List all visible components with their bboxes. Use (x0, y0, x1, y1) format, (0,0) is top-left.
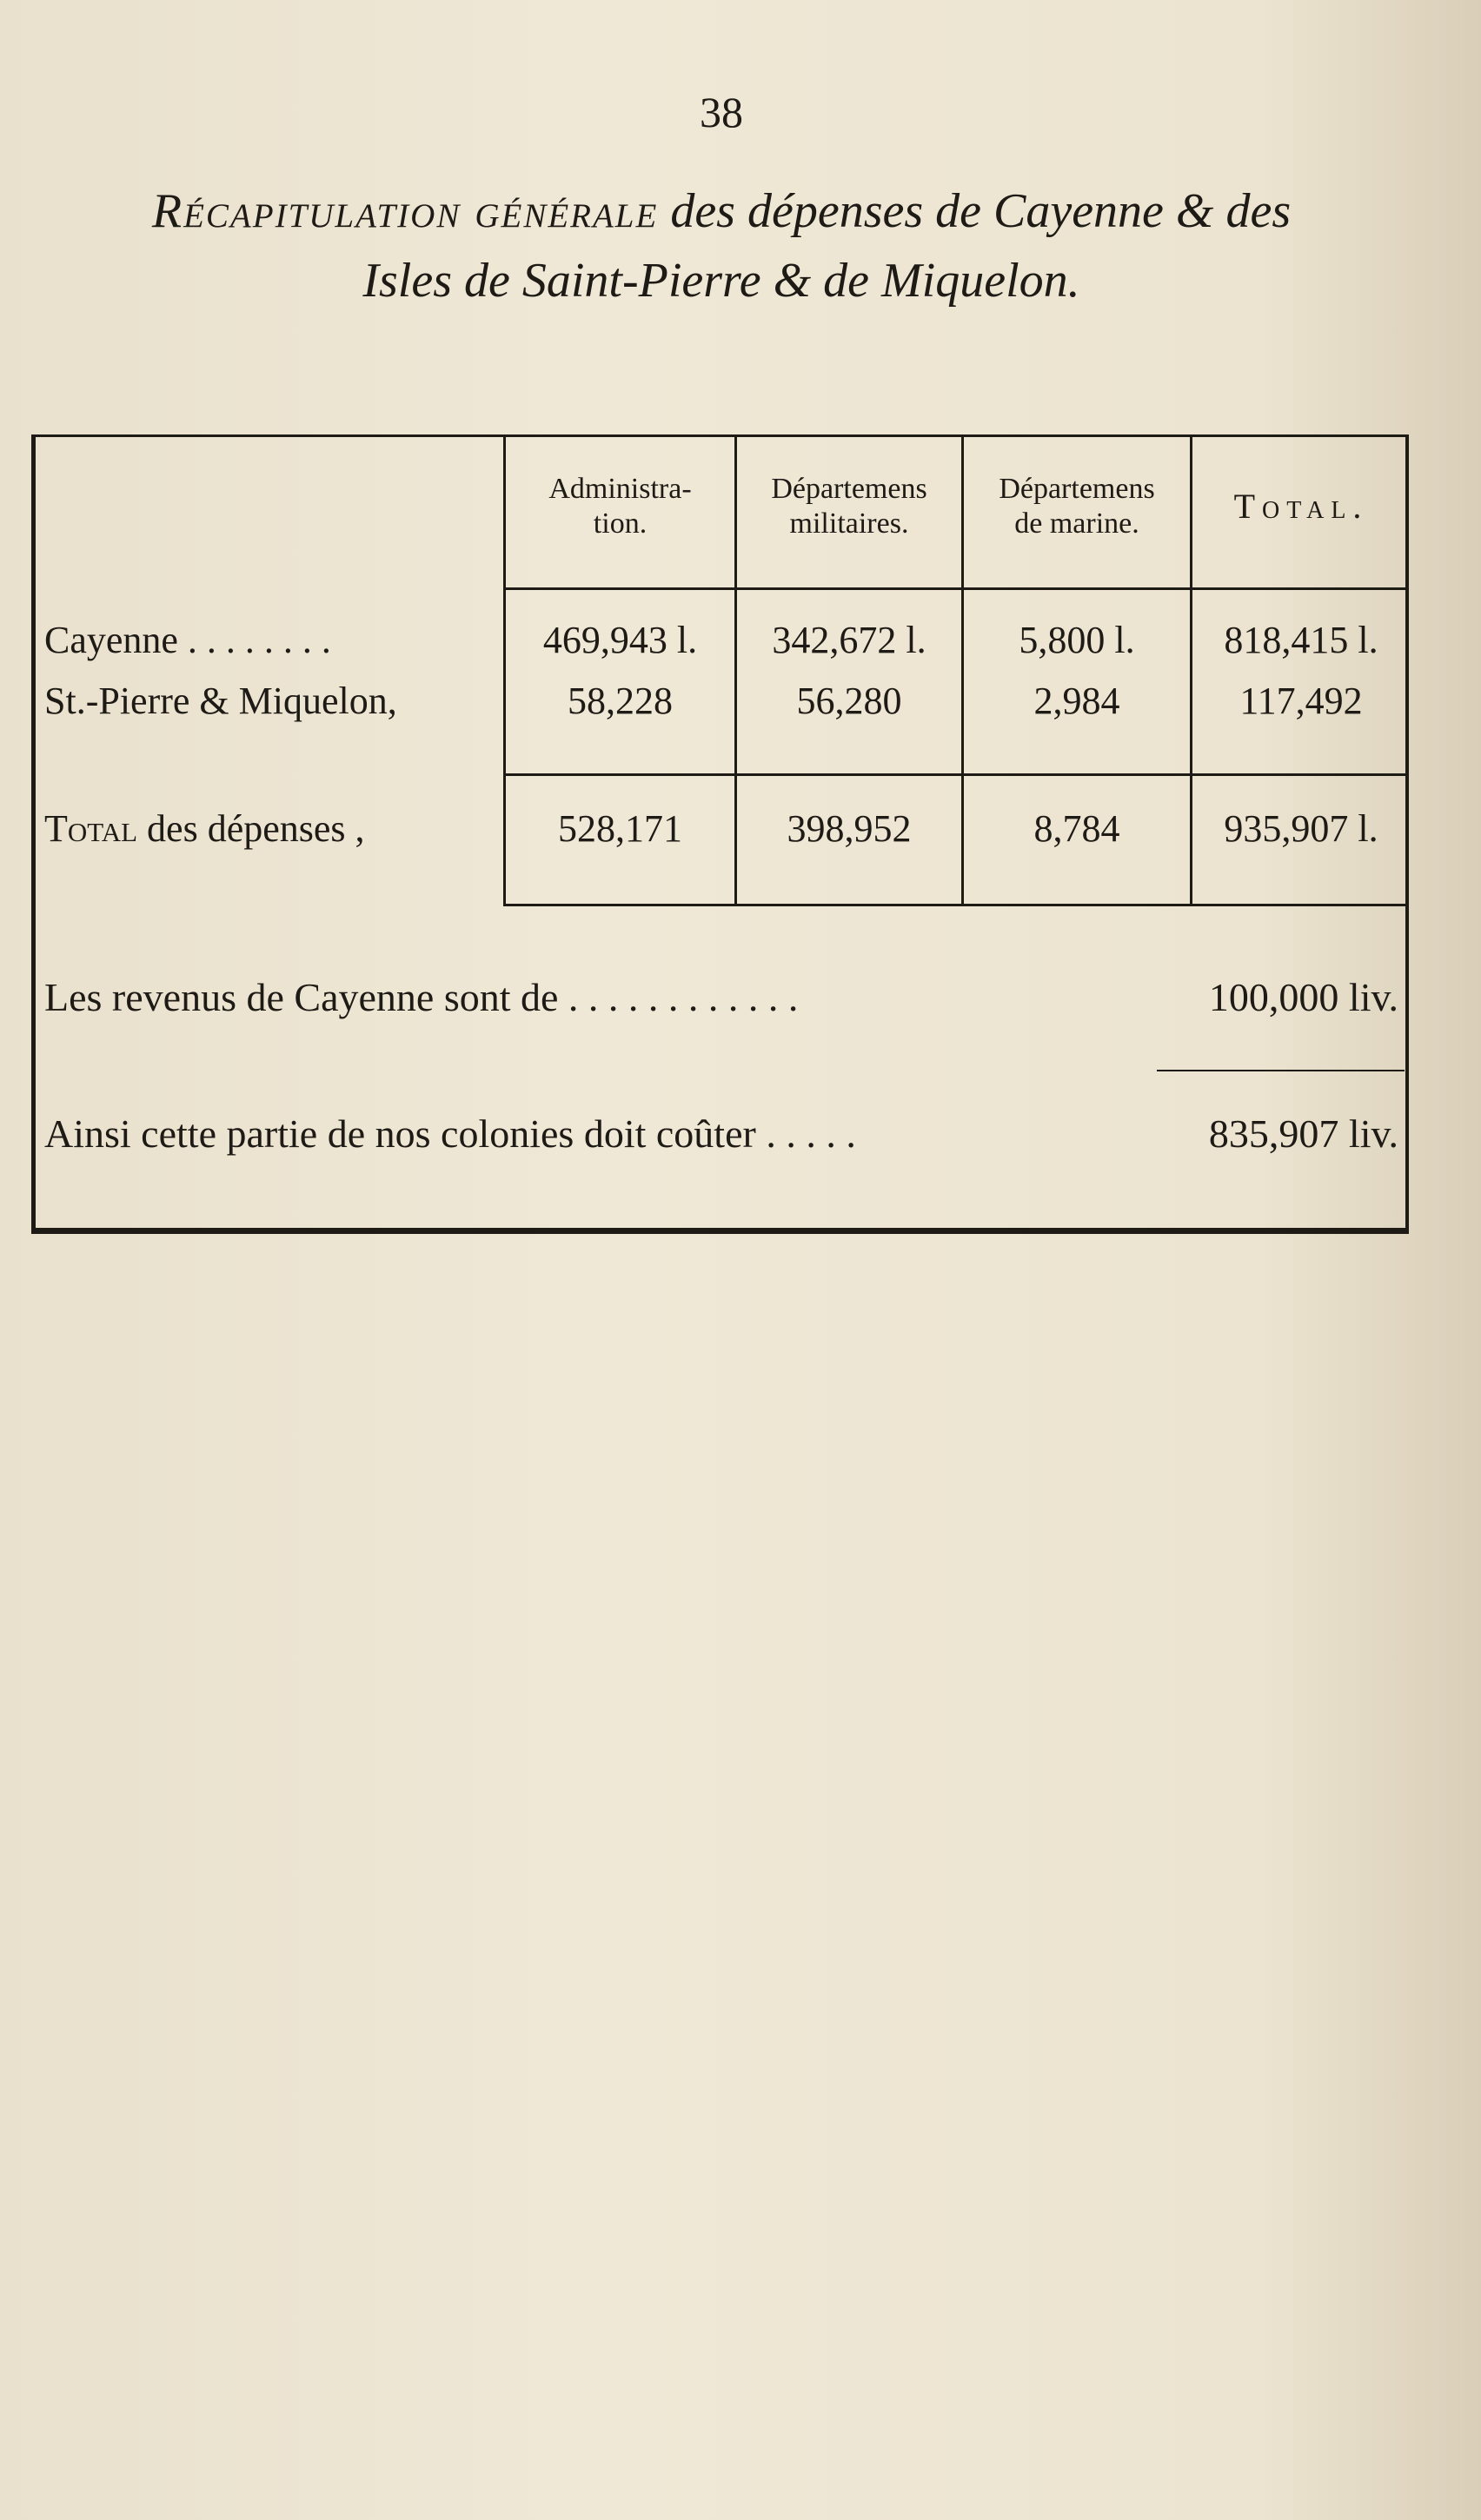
cell-total-marine: 8,784 (1033, 807, 1120, 850)
heading-line2: Isles de Saint-Pierre & de Miquelon. (362, 254, 1080, 308)
cost-amount: 835,907 liv. (1208, 1111, 1398, 1156)
page-heading (26, 184, 1417, 308)
cell-total-administration: 528,171 (558, 807, 682, 850)
col-head-total: Total. (1233, 487, 1369, 526)
col-head-administration: Administra- tion. (548, 473, 692, 540)
cell-cayenne-total: 818,415 l. (1224, 619, 1378, 661)
page-number: 38 (700, 88, 743, 136)
cell-st-pierre-administration: 58,228 (568, 680, 673, 722)
cost-line: Ainsi cette partie de nos colonies doit coûter . . . . . (44, 1111, 856, 1156)
total-label-rest: des dépenses , (137, 807, 365, 850)
heading-lead: Récapitulation générale (151, 184, 659, 238)
col-head-marine: Départemens de marine. (999, 473, 1155, 540)
cell-st-pierre-marine: 2,984 (1033, 680, 1120, 722)
table-rule-header (503, 587, 1407, 590)
row-label-st-pierre: St.-Pierre & Miquelon, (44, 680, 397, 722)
recap-table-frame (31, 434, 1409, 1234)
cell-total-militaires: 398,952 (787, 807, 912, 850)
total-label-caps: Total (44, 807, 138, 850)
cell-cayenne-marine: 5,800 l. (1019, 619, 1135, 661)
cell-cayenne-administration: 469,943 l. (542, 619, 698, 661)
row-label-total (44, 806, 365, 851)
revenue-amount: 100,000 liv. (1208, 975, 1398, 1019)
table-rule-total (503, 773, 1407, 776)
row-label-cayenne: Cayenne . . . . . . . . (44, 619, 331, 661)
heading-rest: des dépenses de Cayenne & des (670, 184, 1292, 238)
col-head-militaires: Départemens militaires. (771, 473, 927, 540)
revenue-line: Les revenus de Cayenne sont de . . . . . . . . . . . . (44, 975, 799, 1019)
cell-st-pierre-militaires: 56,280 (796, 680, 902, 722)
cell-cayenne-militaires: 342,672 l. (772, 619, 926, 661)
cell-total-total: 935,907 l. (1224, 807, 1378, 850)
cell-st-pierre-total: 117,492 (1239, 680, 1363, 722)
table-rule-bottom (503, 904, 1407, 906)
summary-rule (1157, 1070, 1405, 1071)
